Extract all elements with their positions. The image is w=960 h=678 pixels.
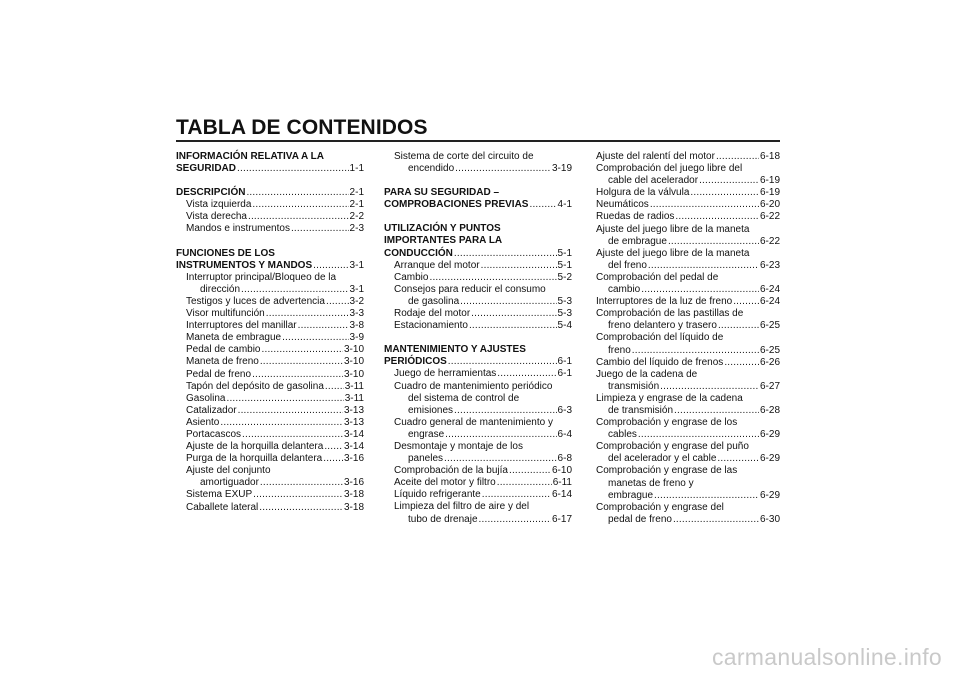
page-number: 5-3 bbox=[557, 308, 572, 320]
leader-dots bbox=[482, 489, 551, 501]
page-number: 6-11 bbox=[552, 477, 572, 489]
toc-text: Ajuste de la horquilla delantera bbox=[186, 441, 324, 453]
toc-line bbox=[596, 381, 780, 393]
page-number: 6-1 bbox=[557, 368, 572, 380]
toc-line: Juego de la cadena de bbox=[596, 368, 698, 380]
page-number: 6-22 bbox=[759, 235, 780, 247]
toc-entry[interactable] bbox=[596, 393, 780, 417]
leader-dots bbox=[660, 381, 759, 393]
toc-line bbox=[596, 284, 780, 296]
toc-entry[interactable] bbox=[384, 368, 572, 380]
page-number: 6-4 bbox=[557, 428, 572, 440]
page-number: 6-24 bbox=[759, 284, 780, 296]
toc-text: Vista izquierda bbox=[186, 199, 252, 211]
toc-text: Caballete lateral bbox=[186, 501, 259, 513]
leader-dots bbox=[237, 163, 349, 175]
leader-dots bbox=[429, 272, 556, 284]
page-number: 3-14 bbox=[343, 428, 364, 440]
leader-dots bbox=[497, 477, 552, 489]
toc-text: embrague bbox=[608, 489, 654, 501]
leader-dots bbox=[253, 489, 343, 501]
toc-line: del sistema de control de bbox=[408, 392, 520, 404]
page-number: 6-19 bbox=[759, 187, 780, 199]
toc-text: Interruptores del manillar bbox=[186, 320, 297, 332]
leader-dots bbox=[444, 453, 557, 465]
toc-line bbox=[596, 490, 780, 502]
toc-entry[interactable] bbox=[384, 272, 572, 284]
toc-text: DESCRIPCIÓN bbox=[176, 187, 246, 199]
toc-entry[interactable] bbox=[384, 501, 572, 525]
toc-entry[interactable] bbox=[384, 381, 572, 417]
page-number: 5-1 bbox=[557, 247, 572, 259]
toc-entry[interactable] bbox=[176, 320, 364, 332]
toc-line: Ajuste del conjunto bbox=[186, 465, 271, 477]
toc-entry[interactable] bbox=[176, 199, 364, 211]
toc-text: Ajuste del ralentí del motor bbox=[596, 151, 715, 162]
toc-text: Aceite del motor y filtro bbox=[394, 477, 496, 489]
leader-dots bbox=[242, 429, 343, 441]
leader-dots bbox=[455, 163, 551, 175]
watermark-text: carmanualsonline.info bbox=[711, 644, 942, 670]
toc-line: FUNCIONES DE LOS bbox=[176, 247, 275, 259]
toc-text: transmisión bbox=[608, 380, 660, 392]
page-number: 5-2 bbox=[557, 271, 572, 283]
page-number: 3-16 bbox=[343, 453, 364, 465]
leader-dots bbox=[454, 405, 557, 417]
leader-dots bbox=[674, 405, 759, 417]
page-number: 6-14 bbox=[551, 489, 572, 501]
toc-text: cable del acelerador bbox=[608, 175, 699, 187]
toc-text: freno delantero y trasero bbox=[608, 320, 717, 332]
page-number: 6-22 bbox=[759, 211, 780, 223]
toc-line: Cuadro de mantenimiento periódico bbox=[394, 380, 553, 392]
toc-text: encendido bbox=[408, 163, 455, 175]
toc-text: Vista derecha bbox=[186, 211, 247, 223]
toc-text: Rodaje del motor bbox=[394, 308, 471, 320]
toc-entry[interactable] bbox=[176, 369, 364, 381]
toc-column-2 bbox=[384, 151, 572, 526]
toc-text: COMPROBACIONES PREVIAS bbox=[384, 199, 529, 211]
toc-entry[interactable] bbox=[384, 308, 572, 320]
toc-text: pedal de freno bbox=[608, 513, 672, 525]
toc-entry[interactable] bbox=[596, 248, 780, 272]
page-number: 3-13 bbox=[343, 416, 364, 428]
leader-dots bbox=[718, 320, 759, 332]
toc-entry[interactable] bbox=[176, 211, 364, 223]
toc-text: Visor multifunción bbox=[186, 308, 265, 320]
leader-dots bbox=[326, 296, 349, 308]
toc-text: Mandos e instrumentos bbox=[186, 223, 290, 235]
toc-line: PARA SU SEGURIDAD – bbox=[384, 187, 500, 199]
page-number: 6-1 bbox=[557, 356, 572, 368]
toc-text: de gasolina bbox=[408, 295, 460, 307]
toc-line: Consejos para reducir el consumo bbox=[394, 283, 546, 295]
toc-entry[interactable] bbox=[176, 223, 364, 235]
toc-entry[interactable] bbox=[176, 381, 364, 393]
toc-entry[interactable] bbox=[596, 211, 780, 223]
leader-dots bbox=[259, 502, 343, 514]
page-number: 3-9 bbox=[349, 332, 364, 344]
toc-line: Comprobación de las pastillas de bbox=[596, 308, 744, 320]
toc-text: Purga de la horquilla delantera bbox=[186, 453, 323, 465]
toc-entry[interactable] bbox=[384, 284, 572, 308]
toc-text: Asiento bbox=[186, 416, 220, 428]
toc-line bbox=[394, 296, 572, 308]
toc-entry[interactable] bbox=[596, 224, 780, 248]
toc-line: Ajuste del juego libre de la maneta bbox=[596, 223, 750, 235]
toc-line: MANTENIMIENTO Y AJUSTES bbox=[384, 344, 526, 356]
page-number: 6-19 bbox=[759, 175, 780, 187]
toc-line: UTILIZACIÓN Y PUNTOS bbox=[384, 223, 501, 235]
page-number: 3-14 bbox=[343, 441, 364, 453]
toc-entry[interactable] bbox=[176, 502, 364, 514]
title-rule bbox=[176, 140, 780, 142]
page-number: 2-1 bbox=[349, 199, 364, 211]
toc-line: Comprobación y engrase del puño bbox=[596, 441, 749, 453]
toc-line: Limpieza del filtro de aire y del bbox=[394, 501, 530, 513]
toc-entry[interactable] bbox=[596, 308, 780, 332]
toc-line bbox=[596, 175, 780, 187]
page-number: 6-26 bbox=[759, 356, 780, 368]
toc-line bbox=[176, 163, 364, 175]
leader-dots bbox=[469, 320, 557, 332]
toc-text: amortiguador bbox=[200, 477, 259, 489]
toc-text: Pedal de cambio bbox=[186, 344, 261, 356]
toc-text: de transmisión bbox=[608, 404, 674, 416]
page-number: 3-18 bbox=[343, 501, 364, 513]
leader-dots bbox=[481, 260, 557, 272]
toc-entry[interactable] bbox=[176, 308, 364, 320]
leader-dots bbox=[632, 345, 759, 357]
leader-dots bbox=[641, 284, 759, 296]
leader-dots bbox=[445, 429, 556, 441]
page-number: 6-18 bbox=[759, 151, 780, 162]
toc-entry[interactable] bbox=[384, 477, 572, 489]
toc-text: Juego de herramientas bbox=[394, 368, 497, 380]
toc-text: Comprobación de la bujía bbox=[394, 465, 508, 477]
leader-dots bbox=[266, 308, 349, 320]
page-number: 6-10 bbox=[551, 465, 572, 477]
page-number: 3-16 bbox=[343, 477, 364, 489]
toc-text: Ruedas de radios bbox=[596, 211, 675, 223]
toc-line: Comprobación del líquido de bbox=[596, 332, 724, 344]
page-number: 6-27 bbox=[759, 380, 780, 392]
toc-column-3 bbox=[596, 151, 780, 526]
toc-text: PERIÓDICOS bbox=[384, 356, 447, 368]
leader-dots bbox=[460, 296, 556, 308]
page-number: 6-29 bbox=[759, 429, 780, 441]
toc-entry[interactable] bbox=[384, 151, 572, 175]
leader-dots bbox=[675, 211, 759, 223]
toc-entry[interactable] bbox=[596, 163, 780, 187]
toc-entry[interactable] bbox=[596, 417, 780, 441]
leader-dots bbox=[252, 369, 343, 381]
leader-dots bbox=[252, 199, 348, 211]
toc-text: INSTRUMENTOS Y MANDOS bbox=[176, 259, 313, 271]
toc-entry[interactable] bbox=[176, 356, 364, 368]
toc-line bbox=[186, 284, 364, 296]
page-number: 6-28 bbox=[759, 404, 780, 416]
toc-text: Líquido refrigerante bbox=[394, 489, 481, 501]
toc-entry[interactable] bbox=[384, 441, 572, 465]
leader-dots bbox=[238, 405, 343, 417]
toc-line bbox=[384, 356, 572, 368]
toc-line bbox=[596, 405, 780, 417]
leader-dots bbox=[638, 429, 759, 441]
toc-line bbox=[394, 429, 572, 441]
toc-text: Neumáticos bbox=[596, 199, 649, 211]
toc-text: cambio bbox=[608, 284, 641, 296]
page-number: 6-23 bbox=[759, 259, 780, 271]
toc-text: del acelerador y el cable bbox=[608, 453, 717, 465]
toc-line bbox=[186, 477, 364, 489]
page-number: 3-11 bbox=[344, 392, 364, 404]
page-number: 6-3 bbox=[557, 404, 572, 416]
toc-column-1 bbox=[176, 151, 364, 514]
leader-dots bbox=[699, 175, 759, 187]
toc-text: freno bbox=[608, 344, 631, 356]
toc-entry[interactable] bbox=[596, 296, 780, 308]
toc-line bbox=[596, 236, 780, 248]
page-number: 6-29 bbox=[759, 453, 780, 465]
toc-entry[interactable] bbox=[596, 369, 780, 393]
page-number: 5-3 bbox=[557, 295, 572, 307]
page-number: 3-11 bbox=[344, 380, 364, 392]
toc-entry[interactable] bbox=[176, 296, 364, 308]
toc-text: Sistema EXUP bbox=[186, 489, 253, 501]
leader-dots bbox=[246, 187, 348, 199]
leader-dots bbox=[717, 453, 759, 465]
toc-text: emisiones bbox=[408, 404, 454, 416]
leader-dots bbox=[325, 381, 344, 393]
toc-entry[interactable] bbox=[176, 393, 364, 405]
leader-dots bbox=[220, 417, 343, 429]
leader-dots bbox=[324, 441, 343, 453]
leader-dots bbox=[668, 236, 759, 248]
toc-line bbox=[384, 248, 572, 260]
toc-entry[interactable] bbox=[176, 489, 364, 501]
toc-entry[interactable] bbox=[596, 199, 780, 211]
toc-text: Interruptores de la luz de freno bbox=[596, 296, 733, 308]
toc-line bbox=[596, 453, 780, 465]
toc-section-descripcion[interactable] bbox=[176, 187, 364, 199]
toc-text: CONDUCCIÓN bbox=[384, 247, 453, 259]
toc-line bbox=[176, 187, 364, 199]
leader-dots bbox=[733, 296, 759, 308]
toc-line: Comprobación y engrase del bbox=[596, 501, 724, 513]
toc-line bbox=[394, 453, 572, 465]
page-number: 5-1 bbox=[557, 259, 572, 271]
page-number: 5-4 bbox=[557, 320, 572, 332]
toc-entry[interactable] bbox=[176, 344, 364, 356]
toc-entry[interactable] bbox=[384, 320, 572, 332]
toc-entry[interactable] bbox=[384, 260, 572, 272]
toc-line: Comprobación y engrase de los bbox=[596, 417, 738, 429]
toc-text: Testigos y luces de advertencia bbox=[186, 295, 325, 307]
toc-text: tubo de drenaje bbox=[408, 513, 478, 525]
toc-line: Ajuste del juego libre de la maneta bbox=[596, 247, 750, 259]
toc-entry[interactable] bbox=[596, 465, 780, 501]
leader-dots bbox=[260, 477, 343, 489]
toc-text: Holgura de la válvula bbox=[596, 187, 690, 199]
toc-entry[interactable] bbox=[384, 465, 572, 477]
leader-dots bbox=[291, 223, 349, 235]
page-number: 1-1 bbox=[349, 163, 364, 175]
toc-entry[interactable] bbox=[596, 332, 780, 356]
page-number: 2-2 bbox=[349, 211, 364, 223]
toc-entry[interactable] bbox=[596, 272, 780, 296]
toc-line: Cuadro general de mantenimiento y bbox=[394, 416, 553, 428]
toc-text: engrase bbox=[408, 428, 445, 440]
toc-entry[interactable] bbox=[176, 417, 364, 429]
toc-text: Pedal de freno bbox=[186, 368, 252, 380]
toc-line: Comprobación y engrase de las bbox=[596, 465, 738, 477]
toc-text: Portacascos bbox=[186, 428, 242, 440]
toc-entry[interactable] bbox=[384, 417, 572, 441]
page-number: 6-25 bbox=[759, 320, 780, 332]
leader-dots bbox=[248, 211, 349, 223]
toc-entry[interactable] bbox=[596, 151, 780, 163]
leader-dots bbox=[241, 284, 349, 296]
toc-section-mantenimiento[interactable] bbox=[384, 344, 572, 368]
toc-text: SEGURIDAD bbox=[176, 163, 237, 175]
toc-entry[interactable] bbox=[176, 429, 364, 441]
toc-text: de embrague bbox=[608, 235, 667, 247]
page-number: 3-8 bbox=[349, 320, 364, 332]
toc-line bbox=[384, 199, 572, 211]
toc-line: IMPORTANTES PARA LA bbox=[384, 235, 503, 247]
page-number: 3-3 bbox=[349, 308, 364, 320]
leader-dots bbox=[282, 332, 348, 344]
toc-text: Maneta de embrague bbox=[186, 332, 282, 344]
toc-line: Sistema de corte del circuito de bbox=[394, 151, 534, 162]
toc-line bbox=[394, 405, 572, 417]
page-number: 6-24 bbox=[759, 296, 780, 308]
toc-line bbox=[596, 429, 780, 441]
page-number: 3-10 bbox=[343, 368, 364, 380]
toc-entry[interactable] bbox=[176, 453, 364, 465]
leader-dots bbox=[313, 260, 348, 272]
toc-text: Cambio del líquido de frenos bbox=[596, 356, 724, 368]
toc-entry[interactable] bbox=[176, 465, 364, 489]
page-number: 3-2 bbox=[349, 295, 364, 307]
toc-section-seguridad[interactable] bbox=[176, 151, 364, 175]
toc-section-funciones[interactable] bbox=[176, 248, 364, 272]
toc-entry[interactable] bbox=[176, 272, 364, 296]
toc-entry[interactable] bbox=[176, 332, 364, 344]
toc-text: del freno bbox=[608, 259, 647, 271]
toc-line: Comprobación del juego libre del bbox=[596, 163, 743, 175]
toc-line bbox=[596, 345, 780, 357]
toc-text: dirección bbox=[200, 283, 241, 295]
toc-entry[interactable] bbox=[596, 441, 780, 465]
toc-line: Interruptor principal/Bloqueo de la bbox=[186, 271, 337, 283]
leader-dots bbox=[454, 248, 557, 260]
toc-line bbox=[394, 163, 572, 175]
leader-dots bbox=[298, 320, 349, 332]
toc-text: cables bbox=[608, 429, 637, 441]
page-title: TABLA DE CONTENIDOS bbox=[176, 116, 428, 139]
leader-dots bbox=[479, 514, 551, 526]
toc-entry[interactable] bbox=[596, 357, 780, 369]
toc-line: INFORMACIÓN RELATIVA A LA bbox=[176, 151, 324, 162]
leader-dots bbox=[226, 393, 343, 405]
leader-dots bbox=[690, 187, 759, 199]
toc-text: paneles bbox=[408, 453, 444, 465]
leader-dots bbox=[448, 356, 557, 368]
leader-dots bbox=[323, 453, 343, 465]
toc-line: manetas de freno y bbox=[608, 477, 694, 489]
toc-entry[interactable] bbox=[596, 187, 780, 199]
leader-dots bbox=[716, 151, 759, 163]
page-number: 4-1 bbox=[557, 199, 572, 211]
page-number: 2-3 bbox=[349, 223, 364, 235]
leader-dots bbox=[648, 260, 759, 272]
toc-line: Desmontaje y montaje de los bbox=[394, 440, 523, 452]
leader-dots bbox=[260, 356, 343, 368]
leader-dots bbox=[262, 344, 343, 356]
toc-text: Arranque del motor bbox=[394, 259, 480, 271]
toc-entry[interactable] bbox=[384, 489, 572, 501]
page-number: 3-10 bbox=[343, 344, 364, 356]
page-number: 6-30 bbox=[759, 513, 780, 525]
page-number: 6-25 bbox=[759, 344, 780, 356]
page-number: 3-1 bbox=[349, 259, 364, 271]
page-number: 3-10 bbox=[343, 356, 364, 368]
toc-section-seguridad-comprobaciones[interactable] bbox=[384, 187, 572, 211]
leader-dots bbox=[724, 357, 759, 369]
toc-text: Gasolina bbox=[186, 392, 226, 404]
leader-dots bbox=[509, 465, 551, 477]
toc-text: Maneta de freno bbox=[186, 356, 259, 368]
toc-text: Tapón del depósito de gasolina bbox=[186, 380, 324, 392]
leader-dots bbox=[497, 368, 556, 380]
page-number: 3-1 bbox=[349, 283, 364, 295]
page-number: 6-20 bbox=[759, 199, 780, 211]
toc-text: Cambio bbox=[394, 271, 429, 283]
leader-dots bbox=[650, 199, 759, 211]
toc-entry[interactable] bbox=[176, 405, 364, 417]
leader-dots bbox=[654, 490, 759, 502]
toc-line bbox=[176, 260, 364, 272]
page-number: 3-13 bbox=[343, 404, 364, 416]
toc-text: Estacionamiento bbox=[394, 320, 468, 332]
leader-dots bbox=[529, 199, 556, 211]
toc-section-utilizacion[interactable] bbox=[384, 223, 572, 259]
toc-line: Limpieza y engrase de la cadena bbox=[596, 392, 743, 404]
page-number: 6-29 bbox=[759, 489, 780, 501]
toc-line bbox=[596, 260, 780, 272]
page-number: 6-17 bbox=[551, 513, 572, 525]
toc-line bbox=[596, 320, 780, 332]
leader-dots bbox=[673, 514, 759, 526]
toc-entry[interactable] bbox=[176, 441, 364, 453]
page-number: 3-19 bbox=[551, 163, 572, 175]
page-number: 6-8 bbox=[557, 453, 572, 465]
toc-line bbox=[394, 514, 572, 526]
toc-line: Comprobación del pedal de bbox=[596, 271, 719, 283]
page-number: 2-1 bbox=[349, 187, 364, 199]
page-number: 3-18 bbox=[343, 489, 364, 501]
toc-line bbox=[596, 514, 780, 526]
leader-dots bbox=[471, 308, 556, 320]
toc-entry[interactable] bbox=[596, 502, 780, 526]
toc-text: Catalizador bbox=[186, 404, 237, 416]
